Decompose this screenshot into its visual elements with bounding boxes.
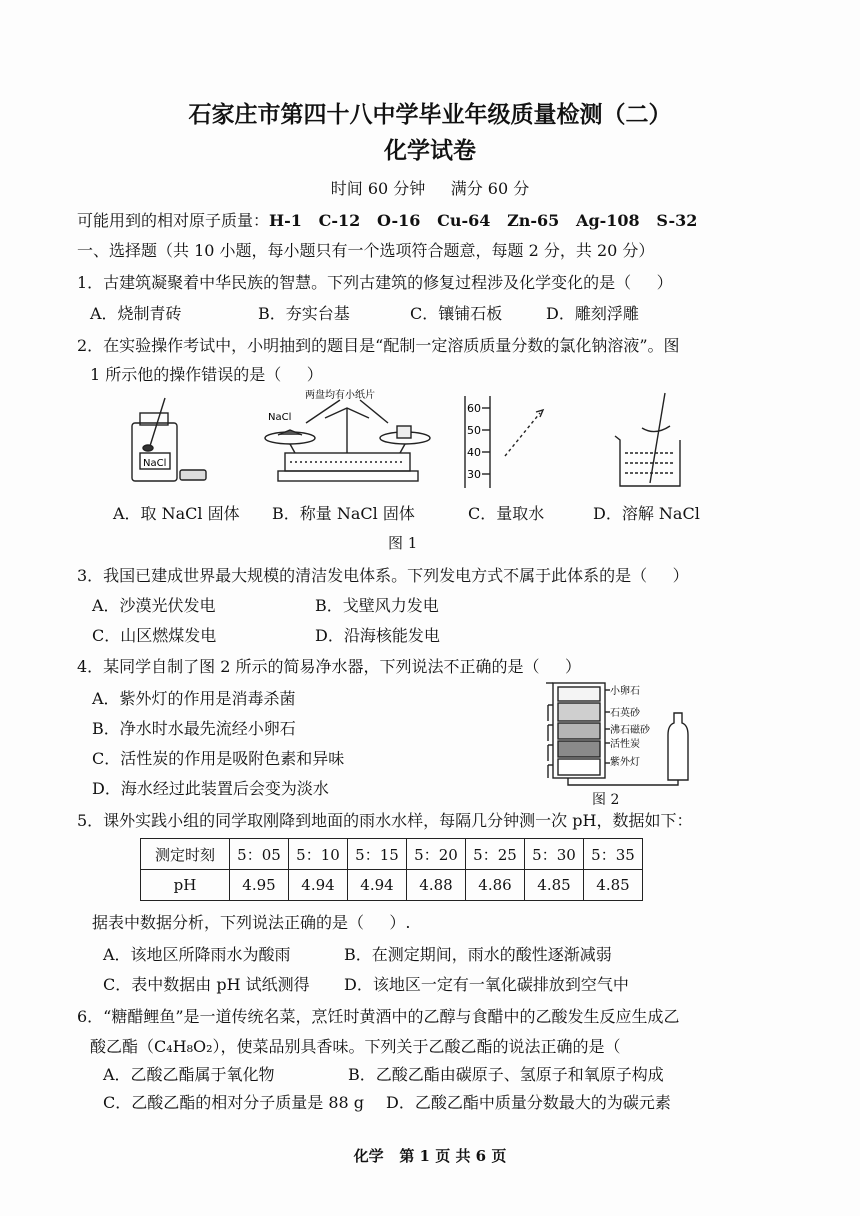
question-5-prompt: 据表中数据分析，下列说法正确的是（ ）. [92,913,411,932]
q4-option-a: A．紫外灯的作用是消毒杀菌 [92,689,296,708]
q5-option-b: B．在测定期间，雨水的酸性逐渐减弱 [344,945,612,964]
table-row [141,839,643,870]
figure-1-illustrations [110,388,710,498]
question-2-stem-line1: 2．在实验操作考试中，小明抽到的题目是“配制一定溶质质量分数的氯化钠溶液”。图 [77,336,680,355]
table-cell: 测定时刻 [141,839,230,870]
purifier-label-pebbles: 小卵石 [610,686,640,697]
purifier-label-uv: 紫外灯 [610,757,640,768]
q6-option-b: B．乙酸乙酯由碳原子、氢原子和氧原子构成 [348,1065,664,1084]
question-1-stem: 1．古建筑凝聚着中华民族的智慧。下列古建筑的修复过程涉及化学变化的是（ ） [77,273,673,292]
q4-option-b: B．净水时水最先流经小卵石 [92,719,296,738]
section-heading: 一、选择题（共 10 小题，每小题只有一个选项符合题意，每题 2 分，共 20 分） [77,241,655,260]
q5-option-a: A．该地区所降雨水为酸雨 [103,945,291,964]
table-cell: 4.95 [230,870,289,901]
q5-option-c: C．表中数据由 pH 试纸测得 [103,975,310,994]
q3-option-a: A．沙漠光伏发电 [92,596,216,615]
table-cell: 5：10 [289,839,348,870]
ph-table [140,838,643,901]
table-cell: 4.85 [525,870,584,901]
q6-option-c: C．乙酸乙酯的相对分子质量是 88 g [103,1093,365,1112]
question-2-stem-line2: 1 所示他的操作错误的是（ ） [90,365,323,384]
q2-caption-a: A．取 NaCl 固体 [113,504,240,523]
table-cell: 5：25 [466,839,525,870]
cylinder-tick-30: 30 [467,468,481,481]
cylinder-tick-40: 40 [467,446,481,459]
table-cell: 5：35 [584,839,643,870]
table-cell: 4.85 [584,870,643,901]
q2-caption-c: C．量取水 [468,504,545,523]
q6-option-d: D．乙酸乙酯中质量分数最大的为碳元素 [386,1093,671,1112]
table-cell: 5：05 [230,839,289,870]
table-cell: 5：15 [348,839,407,870]
table-cell: pH [141,870,230,901]
atomic-mass-values: H-1 C-12 O-16 Cu-64 Zn-65 Ag-108 S-32 [269,211,698,230]
cylinder-tick-50: 50 [467,424,481,437]
table-cell: 4.94 [289,870,348,901]
q4-option-c: C．活性炭的作用是吸附色素和异味 [92,749,345,768]
q3-option-c: C．山区燃煤发电 [92,626,217,645]
beaker-icon [615,393,680,486]
q3-option-b: B．戈壁风力发电 [315,596,439,615]
table-cell: 4.86 [466,870,525,901]
water-purifier-figure [538,675,698,787]
figure-1-caption: 图 1 [388,534,418,552]
q6-option-a: A．乙酸乙酯属于氧化物 [103,1065,275,1084]
balance-nacl-label: NaCl [268,412,292,423]
q2-caption-b: B．称量 NaCl 固体 [272,504,415,523]
bottle-label: NaCl [143,458,167,469]
question-5-stem: 5．课外实践小组的同学取刚降到地面的雨水水样，每隔几分钟测一次 pH，数据如下： [77,811,693,830]
question-4-stem: 4．某同学自制了图 2 所示的简易净水器，下列说法不正确的是（ ） [77,657,581,676]
cylinder-tick-60: 60 [467,402,481,415]
table-cell: 4.88 [407,870,466,901]
q1-option-a: A．烧制青砖 [90,304,182,323]
table-cell: 4.94 [348,870,407,901]
purifier-label-zeolite: 沸石磁砂 [610,725,650,736]
table-cell: 5：20 [407,839,466,870]
q1-option-d: D．雕刻浮雕 [546,304,639,323]
question-6-stem-line1: 6．“糖醋鲤鱼”是一道传统名菜，烹饪时黄酒中的乙醇与食醋中的乙酸发生反应生成乙 [77,1007,680,1026]
question-6-stem-line2: 酸乙酯（C₄H₈O₂），使菜品别具香味。下列关于乙酸乙酯的说法正确的是（ [90,1037,621,1056]
exam-title: 石家庄市第四十八中学毕业年级质量检测（二） [188,101,672,128]
q4-option-d: D．海水经过此装置后会变为淡水 [92,779,329,798]
table-row [141,870,643,901]
q1-option-b: B．夯实台基 [258,304,350,323]
time-info: 时间 60 分钟 满分 60 分 [330,179,530,198]
q5-option-d: D．该地区一定有一氧化碳排放到空气中 [344,975,629,994]
atomic-mass-line [77,208,697,231]
q3-option-d: D．沿海核能发电 [315,626,440,645]
figure-2-caption: 图 2 [592,792,620,808]
purifier-label-carbon: 活性炭 [610,739,640,750]
question-3-stem: 3．我国已建成世界最大规模的清洁发电体系。下列发电方式不属于此体系的是（ ） [77,566,689,585]
table-cell: 5：30 [525,839,584,870]
page-footer: 化学 第 1 页 共 6 页 [353,1147,507,1165]
exam-subtitle: 化学试卷 [384,137,476,164]
purifier-label-quartz: 石英砂 [610,708,640,719]
q1-option-c: C．镶铺石板 [410,304,503,323]
paper-note-label: 两盘均有小纸片 [305,390,375,401]
q2-caption-d: D．溶解 NaCl [593,504,700,523]
atomic-mass-label: 可能用到的相对原子质量： [77,211,270,230]
